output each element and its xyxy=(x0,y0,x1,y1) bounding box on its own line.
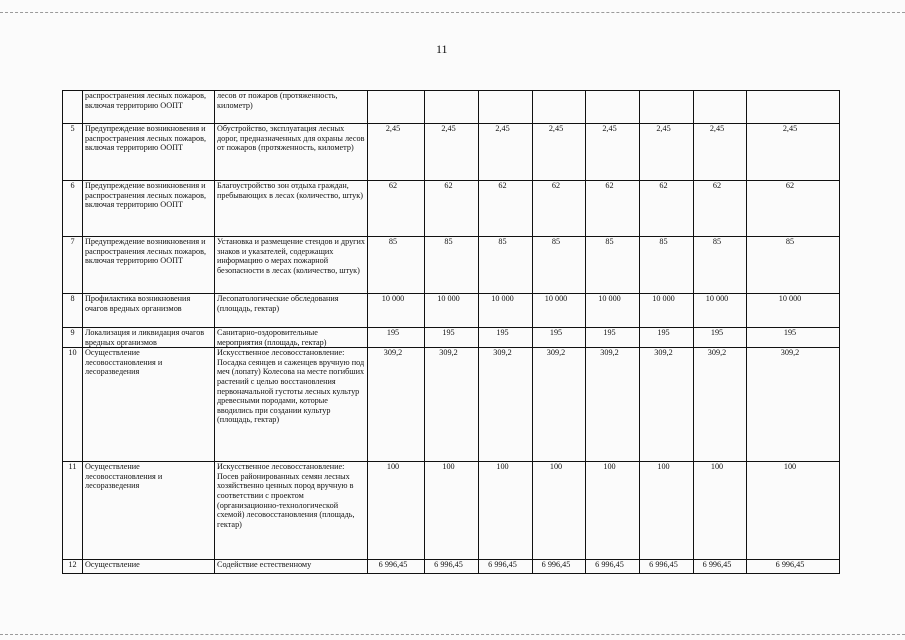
value-cell xyxy=(479,91,533,124)
value-text: 100 xyxy=(386,462,400,472)
value-cell xyxy=(694,348,747,462)
value-text: 62 xyxy=(785,181,795,190)
value-text: 10 000 xyxy=(778,294,802,303)
value-cell xyxy=(533,294,586,328)
value-text: 100 xyxy=(603,462,616,472)
table-row xyxy=(63,124,840,181)
description-cell: Содействие естественному xyxy=(215,560,368,574)
value-text: 10 000 xyxy=(491,294,514,303)
table-row xyxy=(63,91,840,124)
value-cell xyxy=(586,124,640,181)
value-text: 10 000 xyxy=(437,294,460,303)
value-cell xyxy=(533,348,586,462)
value-cell xyxy=(425,348,479,462)
value-cell xyxy=(425,560,479,574)
value-text: 100 xyxy=(496,462,509,472)
event-cell: Осуществление xyxy=(83,560,215,574)
table-row xyxy=(63,181,840,237)
value-cell xyxy=(368,237,425,294)
value-text: 85 xyxy=(498,237,507,246)
value-text: 2,45 xyxy=(782,124,798,133)
value-text: 62 xyxy=(712,181,722,190)
event-cell: Профилактика возникновения очагов вредных организмов xyxy=(83,294,215,328)
description-cell: Благоустройство зон отдыха граждан, пребывающих в лесах (количество, штук) xyxy=(215,181,368,237)
value-cell xyxy=(586,462,640,560)
value-text: 195 xyxy=(783,328,797,337)
event-cell: Локализация и ликвидация очагов вредных организмов xyxy=(83,328,215,348)
row-number: 7 xyxy=(63,237,83,294)
value-cell xyxy=(533,328,586,348)
event-cell: распространения лесных пожаров, включая территорию ООПТ xyxy=(83,91,215,124)
value-cell xyxy=(479,328,533,348)
value-text: 6 996,45 xyxy=(649,560,678,570)
value-cell xyxy=(694,294,747,328)
value-cell xyxy=(586,91,640,124)
value-cell xyxy=(640,328,694,348)
value-text: 100 xyxy=(657,462,670,472)
value-cell xyxy=(368,91,425,124)
value-cell xyxy=(425,294,479,328)
value-text: 85 xyxy=(444,237,453,246)
value-text: 6 996,45 xyxy=(595,560,624,570)
value-cell xyxy=(694,181,747,237)
value-cell xyxy=(747,91,840,124)
value-text: 62 xyxy=(605,181,614,190)
value-cell xyxy=(586,294,640,328)
value-text: 2,45 xyxy=(548,124,564,133)
value-cell xyxy=(479,560,533,574)
value-cell xyxy=(368,462,425,560)
row-number: 6 xyxy=(63,181,83,237)
value-cell xyxy=(368,294,425,328)
value-cell xyxy=(747,328,840,348)
value-text: 10 000 xyxy=(705,294,729,303)
value-cell xyxy=(479,124,533,181)
value-text: 62 xyxy=(551,181,561,190)
value-text: 2,45 xyxy=(385,124,401,133)
value-text: 6 996,45 xyxy=(488,560,517,570)
value-cell xyxy=(368,328,425,348)
table-body xyxy=(63,91,840,574)
value-text: 309,2 xyxy=(383,348,403,358)
value-cell xyxy=(694,560,747,574)
value-text: 6 996,45 xyxy=(378,560,408,570)
description-cell: лесов от пожаров (протяженность, километр) xyxy=(215,91,368,124)
value-cell xyxy=(368,560,425,574)
value-text: 2,45 xyxy=(441,124,456,133)
value-cell xyxy=(694,91,747,124)
value-text: 62 xyxy=(659,181,668,190)
value-cell xyxy=(640,91,694,124)
value-text: 309,2 xyxy=(780,348,800,358)
value-text: 309,2 xyxy=(600,348,619,358)
row-number xyxy=(63,91,83,124)
value-text: 309,2 xyxy=(654,348,673,358)
value-cell xyxy=(640,124,694,181)
value-cell xyxy=(747,560,840,574)
value-cell xyxy=(425,462,479,560)
value-cell xyxy=(586,328,640,348)
scan-top-edge xyxy=(0,12,905,13)
value-text: 195 xyxy=(657,328,670,337)
value-text: 62 xyxy=(388,181,398,190)
description-cell: Обустройство, эксплуатация лесных дорог, предназначенных для охраны лесов от пожаров (протяженность, километр) xyxy=(215,124,368,181)
row-number: 12 xyxy=(63,560,83,574)
value-cell xyxy=(425,181,479,237)
table-row xyxy=(63,294,840,328)
row-number: 5 xyxy=(63,124,83,181)
table-row xyxy=(63,328,840,348)
value-cell xyxy=(425,124,479,181)
value-text: 85 xyxy=(712,237,722,246)
value-text: 85 xyxy=(605,237,614,246)
value-cell xyxy=(479,348,533,462)
description-cell: Лесопатологические обследования (площадь, гектар) xyxy=(215,294,368,328)
value-text: 2,45 xyxy=(656,124,671,133)
value-text: 85 xyxy=(785,237,795,246)
value-text: 2,45 xyxy=(709,124,725,133)
value-text: 10 000 xyxy=(381,294,405,303)
value-cell xyxy=(425,328,479,348)
value-text: 195 xyxy=(442,328,455,337)
value-cell xyxy=(586,348,640,462)
value-text: 309,2 xyxy=(707,348,727,358)
value-cell xyxy=(368,124,425,181)
value-text: 6 996,45 xyxy=(702,560,732,570)
value-cell xyxy=(747,294,840,328)
value-cell xyxy=(586,237,640,294)
value-text: 2,45 xyxy=(602,124,617,133)
value-cell xyxy=(640,294,694,328)
value-text: 100 xyxy=(783,462,797,472)
value-text: 62 xyxy=(444,181,453,190)
value-cell xyxy=(640,560,694,574)
value-cell xyxy=(479,462,533,560)
value-cell xyxy=(479,181,533,237)
value-text: 10 000 xyxy=(544,294,568,303)
value-cell xyxy=(479,294,533,328)
page-number: 11 xyxy=(436,42,448,56)
description-cell: Установка и размещение стендов и других знаков и указателей, содержащих информацию о мерах пожарной безопасности в лесах (количество, штук) xyxy=(215,237,368,294)
value-cell xyxy=(640,237,694,294)
description-cell: Санитарно-оздоровительные мероприятия (площадь, гектар) xyxy=(215,328,368,348)
value-cell xyxy=(694,462,747,560)
value-text: 2,45 xyxy=(495,124,510,133)
value-text: 100 xyxy=(549,462,563,472)
value-cell xyxy=(747,462,840,560)
value-text: 195 xyxy=(603,328,616,337)
value-cell xyxy=(533,560,586,574)
row-number: 9 xyxy=(63,328,83,348)
value-cell xyxy=(747,237,840,294)
value-text: 195 xyxy=(710,328,724,337)
event-cell: Осуществление лесовосстановления и лесоразведения xyxy=(83,348,215,462)
value-cell xyxy=(747,181,840,237)
value-cell xyxy=(533,237,586,294)
event-cell: Предупреждение возникновения и распространения лесных пожаров, включая территорию ООПТ xyxy=(83,181,215,237)
event-cell: Предупреждение возникновения и распространения лесных пожаров, включая территорию ООПТ xyxy=(83,237,215,294)
value-cell xyxy=(747,124,840,181)
value-cell xyxy=(368,348,425,462)
value-text: 10 000 xyxy=(598,294,621,303)
value-cell xyxy=(586,181,640,237)
value-text: 62 xyxy=(498,181,507,190)
value-text: 85 xyxy=(388,237,398,246)
table-row xyxy=(63,348,840,462)
value-text: 195 xyxy=(549,328,563,337)
value-text: 309,2 xyxy=(439,348,458,358)
value-text: 6 996,45 xyxy=(541,560,571,570)
value-text: 6 996,45 xyxy=(434,560,463,570)
value-cell xyxy=(533,181,586,237)
value-cell xyxy=(425,237,479,294)
value-cell xyxy=(533,462,586,560)
value-text: 85 xyxy=(551,237,561,246)
row-number: 8 xyxy=(63,294,83,328)
value-cell xyxy=(747,348,840,462)
value-cell xyxy=(694,124,747,181)
value-text: 195 xyxy=(496,328,509,337)
value-cell xyxy=(640,181,694,237)
value-text: 309,2 xyxy=(493,348,512,358)
row-number: 11 xyxy=(63,462,83,560)
value-cell xyxy=(479,237,533,294)
description-cell: Искусственное лесовосстановление: Посадка сеянцев и саженцев вручную под меч (лопату) Колесова на месте погибших растений с целью восстановления первоначальной густоты лесных культур древесными породами, которые вводились при создании культур (площадь, гектар) xyxy=(215,348,368,462)
value-text: 309,2 xyxy=(546,348,566,358)
value-cell xyxy=(425,91,479,124)
value-text: 10 000 xyxy=(652,294,675,303)
table-row xyxy=(63,237,840,294)
value-cell xyxy=(533,91,586,124)
table-row xyxy=(63,560,840,574)
value-cell xyxy=(533,124,586,181)
value-text: 100 xyxy=(442,462,455,472)
value-cell xyxy=(368,181,425,237)
table-row xyxy=(63,462,840,560)
row-number: 10 xyxy=(63,348,83,462)
value-cell xyxy=(640,348,694,462)
event-cell: Предупреждение возникновения и распространения лесных пожаров, включая территорию ООПТ xyxy=(83,124,215,181)
value-text: 100 xyxy=(710,462,724,472)
forest-measures-table xyxy=(62,90,840,574)
scan-bottom-edge xyxy=(0,634,905,635)
value-cell xyxy=(694,328,747,348)
description-cell: Искусственное лесовосстановление: Посев районированных семян лесных хозяйственно ценных пород вручную в соответствии с проектом (организационно-технологической схемой) лесовосстановления (площадь, гектар) xyxy=(215,462,368,560)
value-cell xyxy=(640,462,694,560)
value-text: 195 xyxy=(386,328,400,337)
value-text: 85 xyxy=(659,237,668,246)
event-cell: Осуществление лесовосстановления и лесоразведения xyxy=(83,462,215,560)
value-cell xyxy=(694,237,747,294)
value-cell xyxy=(586,560,640,574)
value-text: 6 996,45 xyxy=(775,560,805,570)
